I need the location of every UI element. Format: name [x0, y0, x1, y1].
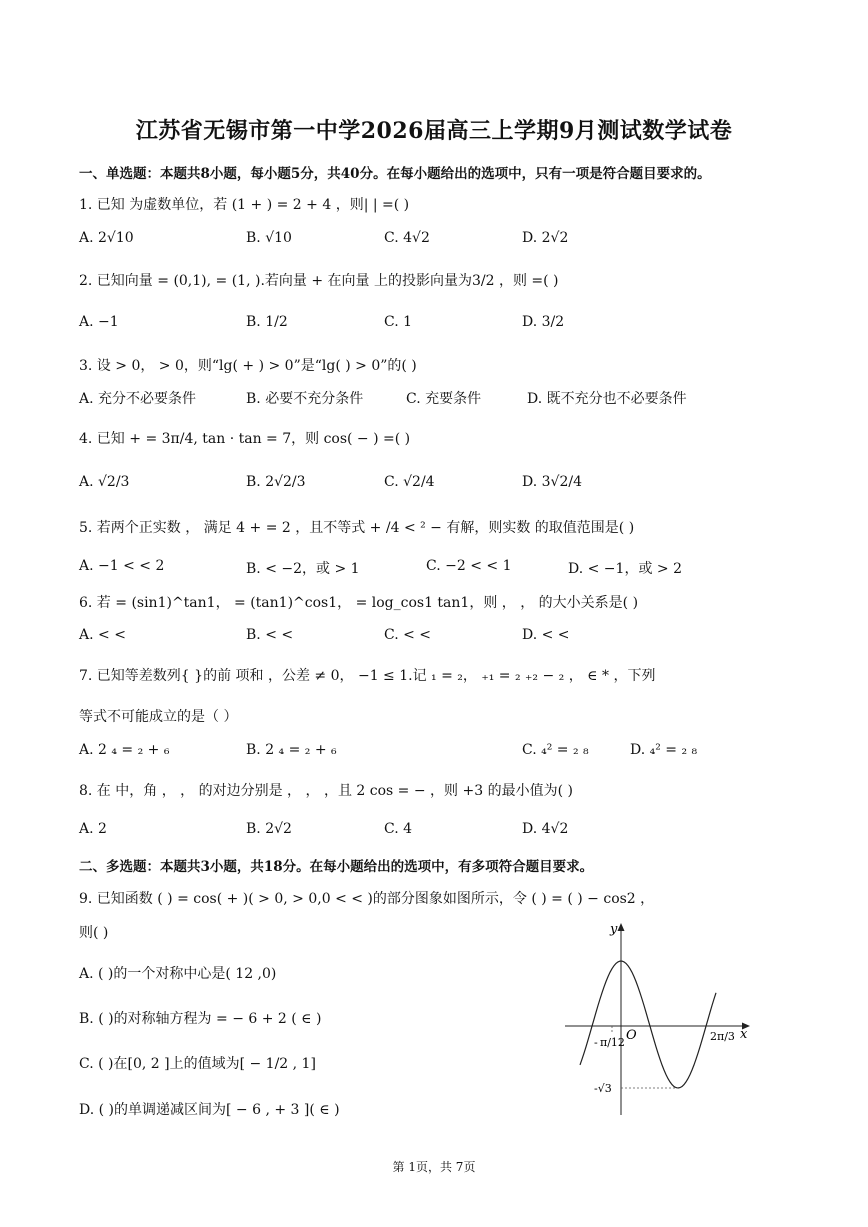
- question-2-option-a: A. −1: [79, 314, 119, 330]
- question-1-stem: 1. 已知 为虚数单位，若 (1 + ) = 2 + 4 ，则| | =( ): [79, 197, 410, 213]
- question-2-option-d: D. 3/2: [522, 314, 565, 330]
- question-1-option-b: B. √10: [246, 230, 292, 246]
- question-6-option-a: A. < <: [79, 627, 126, 643]
- question-7-stem: 7. 已知等差数列{ }的前 项和 ，公差 ≠ 0， −1 ≤ 1.记 ₁ = ₂， ₊₁ = ₂ ₊₂ − ₂ ， ∈ * ，下列: [79, 668, 656, 684]
- function-graph: [560, 915, 760, 1120]
- question-9-option-c: C. ( )在[0, 2 ]上的值域为[ − 1/2 , 1]: [79, 1056, 316, 1072]
- question-8-option-a: A. 2: [79, 821, 107, 837]
- question-3-option-c: C. 充要条件: [406, 391, 482, 407]
- question-2-stem: 2. 已知向量 = (0,1), = (1, ).若向量 + 在向量 上的投影向量为3/2 ，则 =( ): [79, 273, 559, 289]
- section-single-choice-heading: 一、单选题：本题共8小题，每小题5分，共40分。在每小题给出的选项中，只有一项是符合题目要求的。: [79, 166, 711, 182]
- x-tick-left-label: π/12: [600, 1036, 625, 1049]
- question-2-option-c: C. 1: [384, 314, 413, 330]
- y-axis-label: y: [610, 922, 618, 937]
- question-6-option-d: D. < <: [522, 627, 570, 643]
- question-8-option-c: C. 4: [384, 821, 413, 837]
- question-6-option-c: C. < <: [384, 627, 432, 643]
- question-3-option-d: D. 既不充分也不必要条件: [527, 391, 687, 407]
- question-8-option-b: B. 2√2: [246, 821, 292, 837]
- question-5-option-a: A. −1 < < 2: [79, 558, 165, 574]
- question-8-stem: 8. 在 中，角 ， ， 的对边分别是 ， ， ，且 2 cos = − ，则 +3 的最小值为( ): [79, 783, 573, 799]
- question-9-option-a: A. ( )的一个对称中心是( 12 ,0): [79, 966, 277, 982]
- question-9-stem: 9. 已知函数 ( ) = cos( + )( > 0, > 0,0 < < )的部分图象如图所示，令 ( ) = ( ) − cos2 ，: [79, 891, 655, 907]
- question-5-stem: 5. 若两个正实数 ， 满足 4 + = 2 ，且不等式 + /4 < ² − 有解，则实数 的取值范围是( ): [79, 520, 635, 536]
- question-4-option-a: A. √2/3: [79, 474, 130, 490]
- question-3-option-b: B. 必要不充分条件: [246, 391, 364, 407]
- question-7-option-c: C. ₄² = ₂ ₈: [522, 742, 589, 758]
- question-1-option-c: C. 4√2: [384, 230, 430, 246]
- page-footer: 第 1页，共 7页: [392, 1160, 476, 1174]
- question-3-option-a: A. 充分不必要条件: [79, 391, 197, 407]
- question-1-option-d: D. 2√2: [522, 230, 569, 246]
- question-9-option-b: B. ( )的对称轴方程为 = − 6 + 2 ( ∈ ): [79, 1011, 322, 1027]
- question-3-stem: 3. 设 > 0， > 0，则“lg( + ) > 0”是“lg( ) > 0”的( ): [79, 358, 417, 374]
- question-4-option-c: C. √2/4: [384, 474, 435, 490]
- question-6-option-b: B. < <: [246, 627, 294, 643]
- question-4-stem: 4. 已知 + = 3π/4, tan · tan = 7，则 cos( − ) =( ): [79, 431, 411, 447]
- question-5-option-d: D. < −1，或 > 2: [568, 561, 682, 577]
- x-tick-left-prefix: -: [594, 1036, 598, 1049]
- question-7-option-d: D. ₄² = ₂ ₈: [630, 742, 698, 758]
- question-4-option-b: B. 2√2/3: [246, 474, 306, 490]
- section-multi-choice-heading: 二、多选题：本题共3小题，共18分。在每小题给出的选项中，有多项符合题目要求。: [79, 859, 594, 875]
- y-tick-label: -√3: [594, 1082, 612, 1095]
- question-2-option-b: B. 1/2: [246, 314, 288, 330]
- y-axis-arrow-icon: [618, 923, 625, 931]
- question-1-option-a: A. 2√10: [79, 230, 134, 246]
- question-8-option-d: D. 4√2: [522, 821, 569, 837]
- page-title: 江苏省无锡市第一中学2026届高三上学期9月测试数学试卷: [135, 118, 733, 144]
- question-7-option-a: A. 2 ₄ = ₂ + ₆: [79, 742, 170, 758]
- question-4-option-d: D. 3√2/4: [522, 474, 582, 490]
- question-7-option-b: B. 2 ₄ = ₂ + ₆: [246, 742, 337, 758]
- question-7-stem-continued: 等式不可能成立的是（ ）: [79, 709, 238, 725]
- question-9-option-d: D. ( )的单调递减区间为[ − 6 , + 3 ]( ∈ ): [79, 1102, 340, 1118]
- question-5-option-b: B. < −2，或 > 1: [246, 561, 360, 577]
- x-axis-label: x: [740, 1027, 748, 1042]
- function-curve: [580, 961, 716, 1088]
- origin-label: O: [626, 1028, 637, 1043]
- x-tick-right-label: 2π/3: [710, 1030, 735, 1043]
- question-9-stem-continued: 则( ): [79, 925, 109, 941]
- question-6-stem: 6. 若 = (sin1)^tan1， = (tan1)^cos1， = log_cos1 tan1，则 ， ， 的大小关系是( ): [79, 595, 639, 611]
- question-5-option-c: C. −2 < < 1: [426, 558, 512, 574]
